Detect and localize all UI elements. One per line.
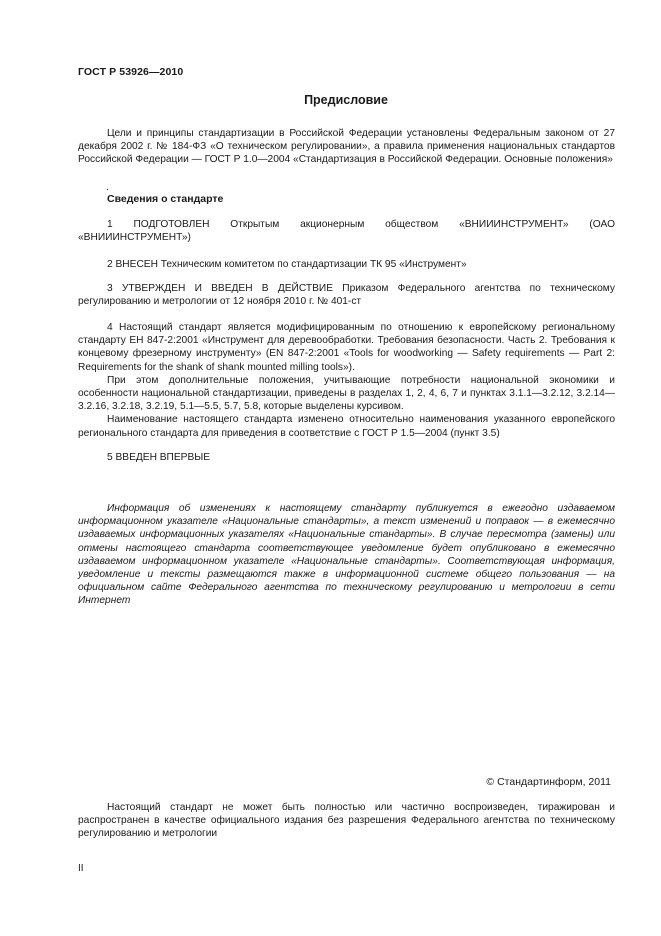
page-title: Предисловие: [304, 93, 388, 107]
item-1-text: 1 ПОДГОТОВЛЕН Открытым акционерным обществом «ВНИИИНСТРУМЕНТ» (ОАО «ВНИИИНСТРУМЕНТ»): [78, 219, 615, 244]
item-5: [78, 451, 615, 464]
item-4-text-main: 4 Настоящий стандарт является модифицированным по отношению к европейскому региональному стандарту ЕН 847-2:2001 «Инструмент для деревообработки. Требования безопасности. Часть 2. Требования к концевому фрезерному инструменту» (EN 847-2:2001 «Tools for woodworking — Safety requirements — Part 2: Requirements for the shank of shank mounted milling tools»).: [78, 322, 615, 373]
item-4: [78, 321, 615, 440]
item-1: [78, 218, 615, 244]
item-2: [78, 258, 615, 271]
notice-section: [78, 801, 615, 841]
intro-section: [78, 127, 615, 167]
page-number: II: [78, 863, 84, 874]
stray-dot: .: [106, 182, 109, 193]
standard-code: ГОСТ Р 53926—2010: [78, 66, 184, 78]
info-paragraph: Информация об изменениях к настоящему стандарту публикуется в ежегодно издаваемом информационном указателе «Национальные стандарты», а текст изменений и поправок — в ежемесячно издаваемых информационных указателях «Национальные стандарты». В случае пересмотра (замены) или отмены настоящего стандарта соответствующее уведомление будет опубликовано в ежемесячно издаваемом информационном указателе «Национальные стандарты». Соответствующая информация, уведомление и тексты размещаются также в информационной системе общего пользования — на официальном сайте Федерального агентства по техническому регулированию и метрологии в сети Интернет: [78, 503, 615, 607]
section-heading: Сведения о стандарте: [107, 193, 224, 205]
item-4-text-name-change: Наименование настоящего стандарта изменено относительно наименования указанного европейского регионального стандарта для приведения в соответствие с ГОСТ Р 1.5—2004 (пункт 3.5): [78, 414, 615, 439]
notice-paragraph: Настоящий стандарт не может быть полностью или частично воспроизведен, тиражирован и распространен в качестве официального издания без разрешения Федерального агентства по техническому регулированию и метрологии: [78, 802, 615, 840]
item-4-text-additions: При этом дополнительные положения, учитывающие потребности национальной экономики и особенности национальной стандартизации, приведены в разделах 1, 2, 4, 6, 7 и пунктах 3.1.1—3.2.12, 3.2.14—3.2.16, 3.2.18, 3.2.19, 5.1—5.5, 5.7, 5.8, которые выделены курсивом.: [78, 374, 615, 413]
copyright-line: © Стандартинформ, 2011: [486, 776, 611, 788]
intro-paragraph: Цели и принципы стандартизации в Российской Федерации установлены Федеральным законом от 27 декабря 2002 г. № 184-ФЗ «О техническом регулировании», а правила применения национальных стандартов Российской Федерации — ГОСТ Р 1.0—2004 «Стандартизация в Российской Федерации. Основные положения»: [78, 128, 615, 166]
item-2-text: 2 ВНЕСЕН Техническим комитетом по стандартизации ТК 95 «Инструмент»: [107, 259, 467, 270]
item-3-text: 3 УТВЕРЖДЕН И ВВЕДЕН В ДЕЙСТВИЕ Приказом Федерального агентства по техническому регулированию и метрологии от 12 ноября 2010 г. № 401-ст: [78, 283, 615, 308]
item-5-text: 5 ВВЕДЕН ВПЕРВЫЕ: [107, 452, 211, 463]
item-3: [78, 282, 615, 308]
info-section: [78, 502, 615, 608]
